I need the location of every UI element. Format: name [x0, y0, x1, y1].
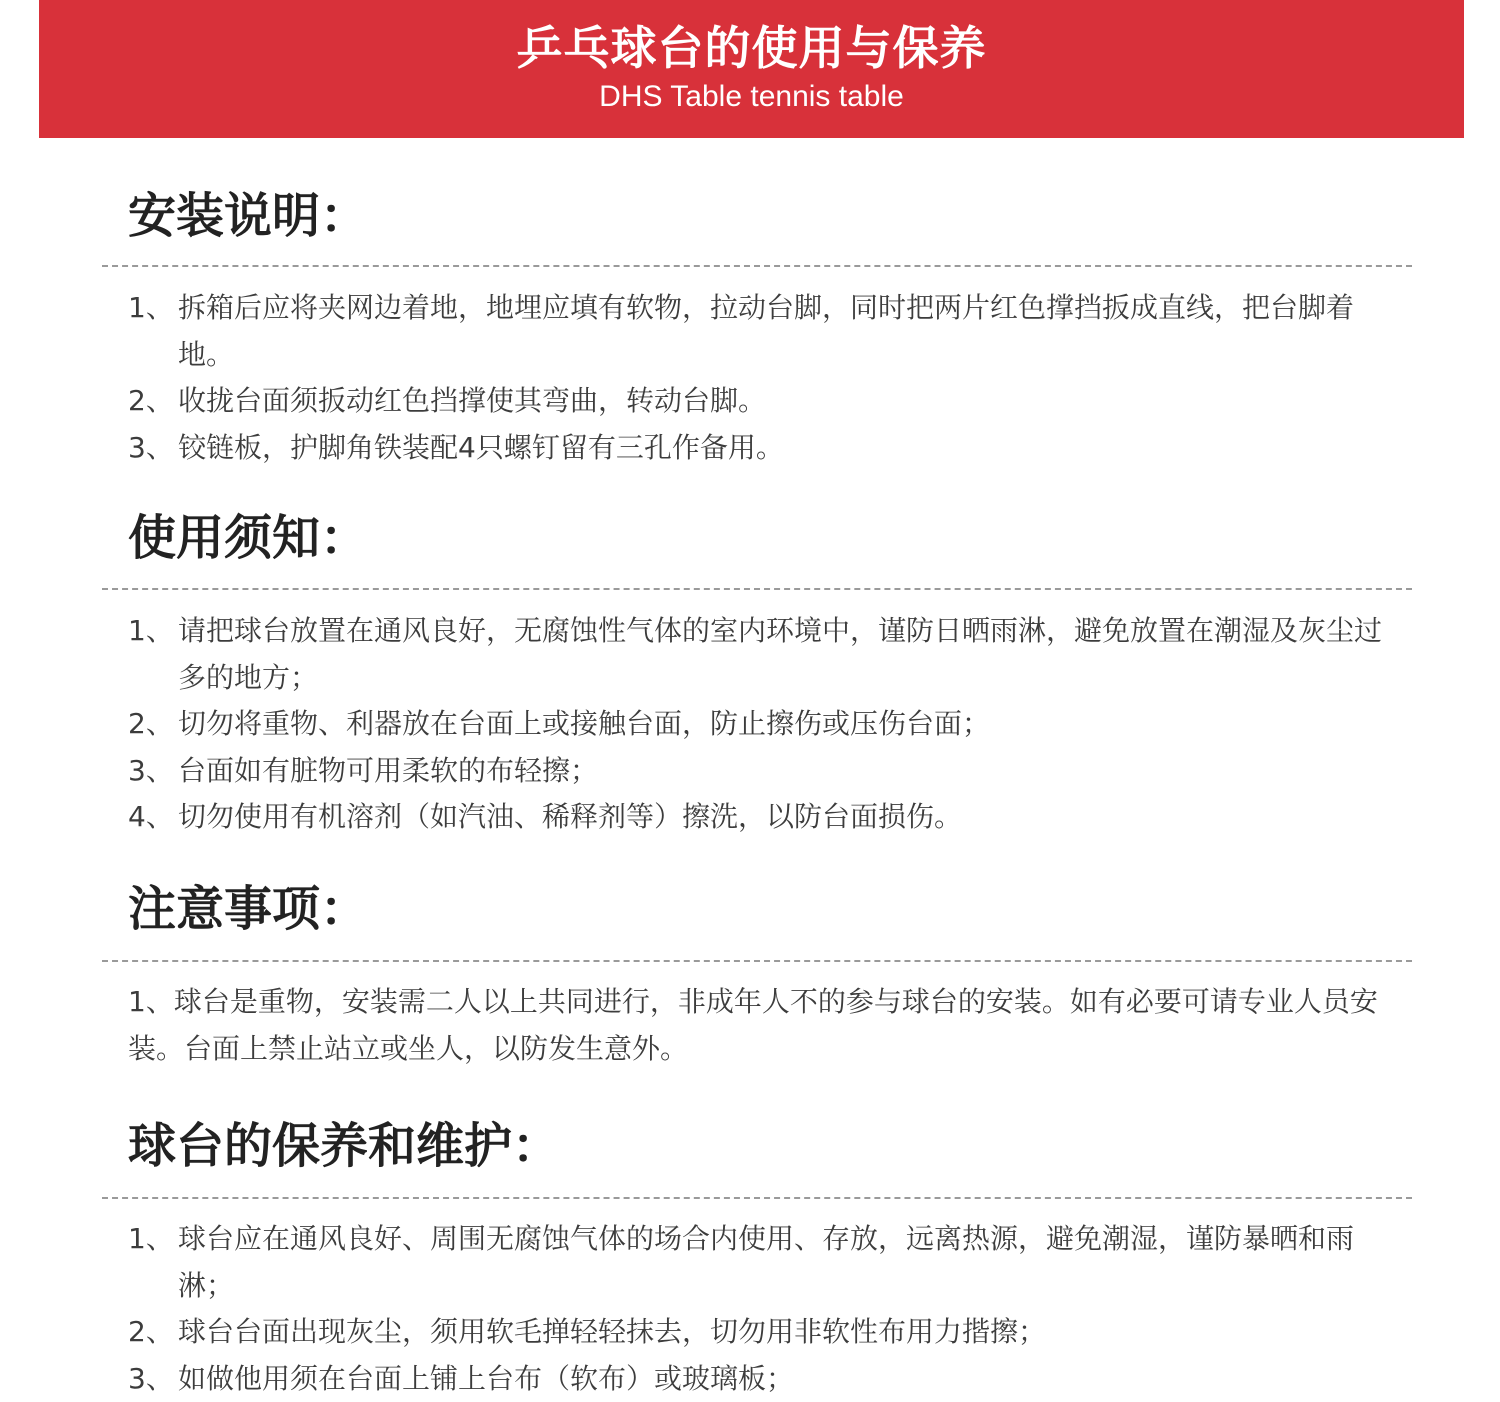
list-item	[128, 748, 1388, 795]
list-item	[128, 1356, 1388, 1402]
section-divider	[102, 588, 1412, 590]
item-text: 球台应在通风良好、周围无腐蚀气体的场合内使用、存放，远离热源，避免潮湿，谨防暴晒和雨淋；	[178, 1222, 1354, 1302]
list-item	[128, 425, 1388, 472]
list-item	[128, 1216, 1388, 1309]
section-list	[128, 1216, 1388, 1402]
item-number: 3、	[128, 1356, 174, 1402]
item-number: 1、	[128, 608, 174, 655]
item-text: 铰链板，护脚角铁装配4只螺钉留有三孔作备用。	[178, 431, 784, 464]
header-banner	[39, 0, 1464, 138]
page-title: 乒乓球台的使用与保养	[39, 22, 1464, 74]
item-number: 2、	[128, 701, 174, 748]
item-text: 请把球台放置在通风良好，无腐蚀性气体的室内环境中，谨防日晒雨淋，避免放置在潮湿及灰尘过多的地方；	[178, 614, 1382, 694]
list-item	[128, 378, 1388, 425]
item-number: 3、	[128, 425, 174, 472]
list-item	[128, 701, 1388, 748]
list-item	[128, 794, 1388, 841]
list-item	[128, 1309, 1388, 1356]
item-number: 1、	[128, 285, 174, 332]
section-paragraph: 1、球台是重物，安装需二人以上共同进行，非成年人不的参与球台的安装。如有必要可请专业人员安装。台面上禁止站立或坐人，以防发生意外。	[128, 979, 1390, 1072]
item-text: 球台台面出现灰尘，须用软毛掸轻轻抹去，切勿用非软性布用力揩擦；	[178, 1315, 1046, 1348]
section-title: 球台的保养和维护：	[128, 1118, 560, 1174]
item-text: 拆箱后应将夹网边着地，地埋应填有软物，拉动台脚，同时把两片红色撑挡扳成直线，把台脚着地。	[178, 291, 1354, 371]
item-number: 1、	[128, 1216, 174, 1263]
section-title: 注意事项：	[128, 881, 368, 937]
item-number: 2、	[128, 378, 174, 425]
page-subtitle: DHS Table tennis table	[39, 79, 1464, 115]
item-text: 如做他用须在台面上铺上台布（软布）或玻璃板；	[178, 1362, 794, 1395]
section-list	[128, 285, 1388, 471]
section-list	[128, 608, 1388, 841]
section-divider	[102, 265, 1412, 267]
item-text: 切勿使用有机溶剂（如汽油、稀释剂等）擦洗，以防台面损伤。	[178, 800, 962, 833]
list-item	[128, 285, 1388, 378]
item-number: 4、	[128, 794, 174, 841]
section-title: 使用须知：	[128, 510, 368, 566]
item-text: 台面如有脏物可用柔软的布轻擦；	[178, 754, 598, 787]
item-number: 2、	[128, 1309, 174, 1356]
item-text: 收拢台面须扳动红色挡撑使其弯曲，转动台脚。	[178, 384, 766, 417]
section-title: 安装说明：	[128, 188, 368, 244]
item-text: 切勿将重物、利器放在台面上或接触台面，防止擦伤或压伤台面；	[178, 707, 990, 740]
section-divider	[102, 1197, 1412, 1199]
section-divider	[102, 960, 1412, 962]
item-number: 3、	[128, 748, 174, 795]
list-item	[128, 608, 1388, 701]
